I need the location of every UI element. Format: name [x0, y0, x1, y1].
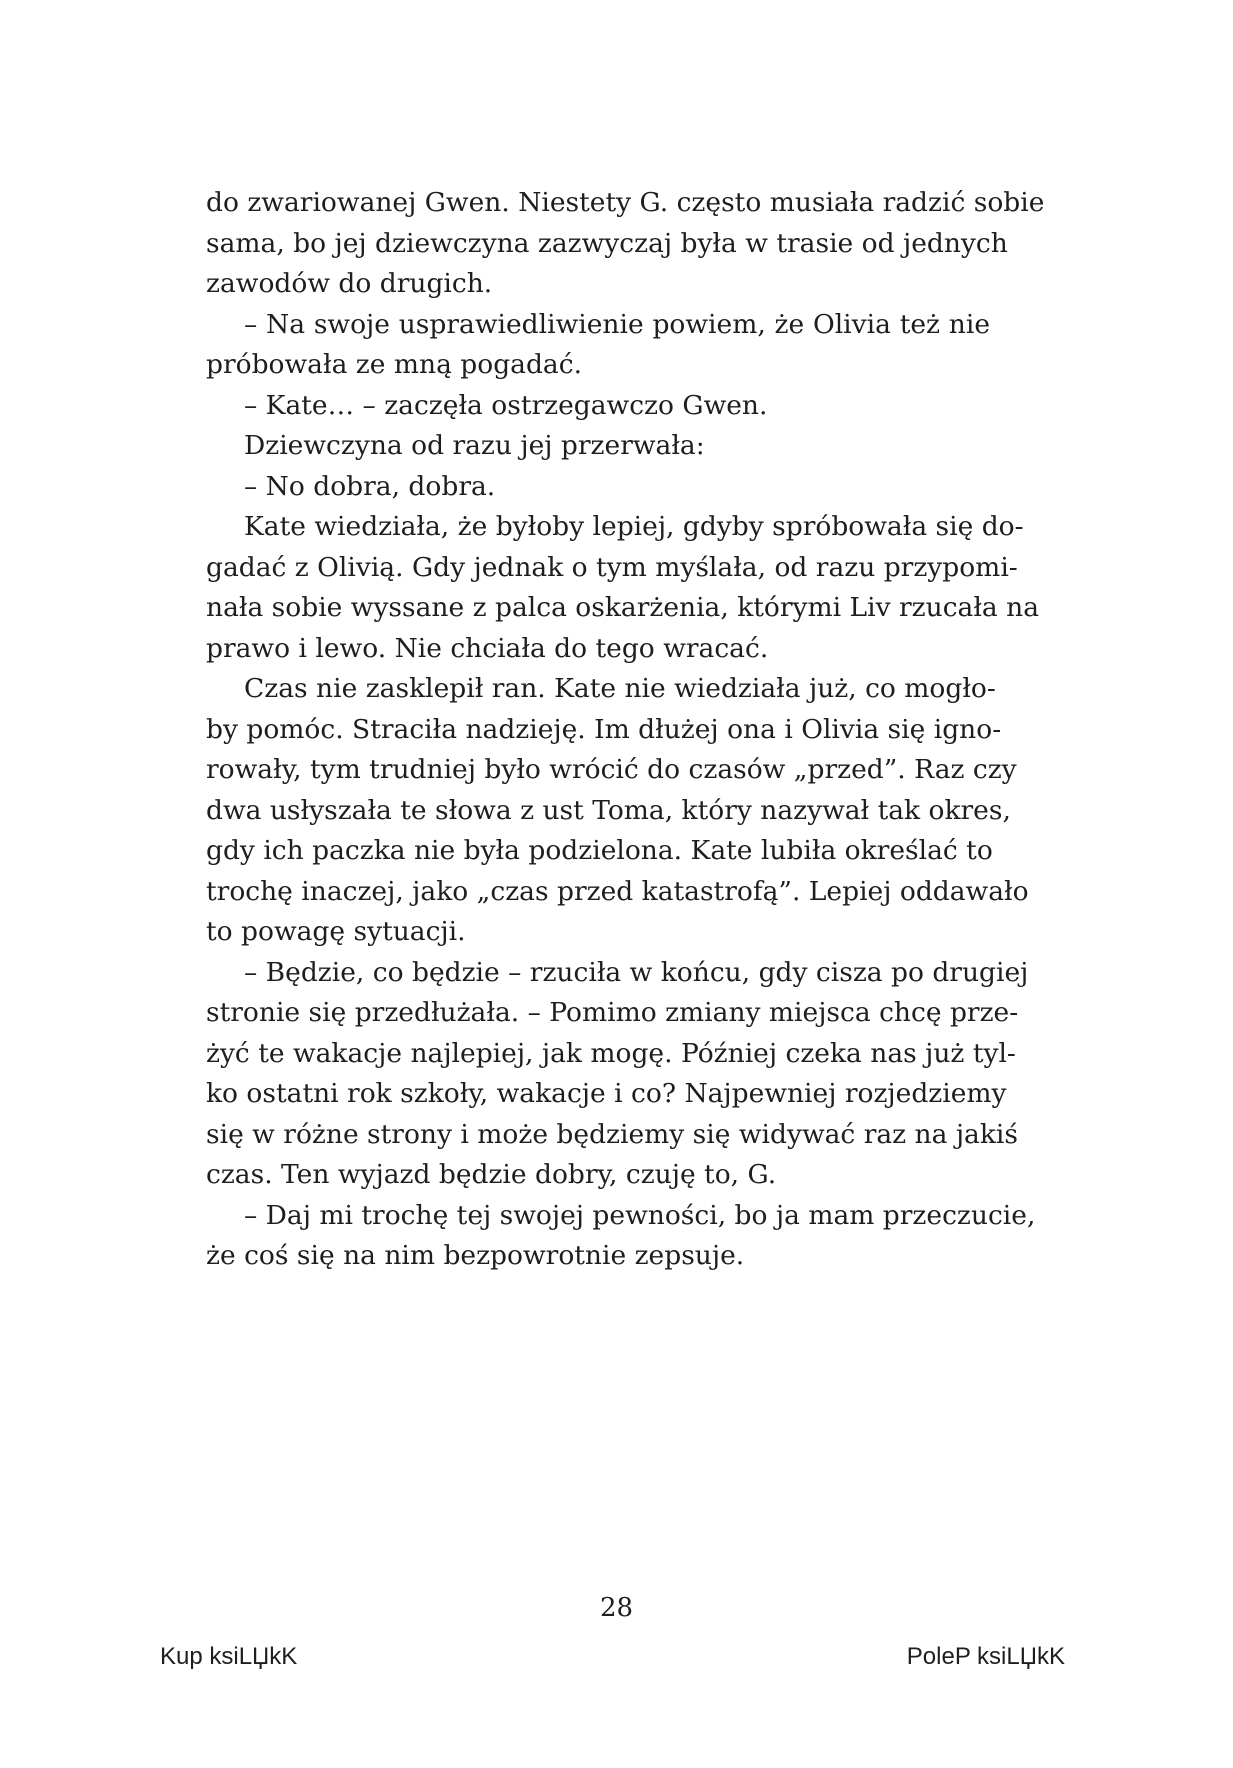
- text-line: gdy ich paczka nie była podzielona. Kate lubiła określać to: [206, 835, 993, 866]
- text-line: – Będzie, co będzie – rzuciła w końcu, gdy cisza po drugiej: [244, 956, 1029, 988]
- text-line: że coś się na nim bezpowrotnie zepsuje.: [206, 1240, 745, 1271]
- text-line: – No dobra, dobra.: [244, 470, 496, 502]
- text-line: sama, bo jej dziewczyna zazwyczaj była w trasie od jednych: [206, 227, 1008, 259]
- text-line: zawodów do drugich.: [206, 268, 493, 299]
- text-line: – Kate… – zaczęła ostrzegawczo Gwen.: [244, 389, 768, 421]
- text-line: dwa usłyszała te słowa z ust Toma, który nazywał tak okres,: [206, 794, 1011, 826]
- text-line: Kate wiedziała, że byłoby lepiej, gdyby spróbowała się do-: [244, 511, 1024, 542]
- text-line: to powagę sytuacji.: [206, 916, 466, 947]
- text-line: – Daj mi trochę tej swojej pewności, bo ja mam przeczucie,: [244, 1199, 1036, 1231]
- text-line: ko ostatni rok szkoły, wakacje i co? Najpewniej rozjedziemy: [206, 1078, 1007, 1109]
- buy-book-link[interactable]: Kup ksiLЏkK: [160, 1643, 298, 1670]
- text-line: rowały, tym trudniej było wrócić do czasów „przed”. Raz czy: [206, 754, 1017, 785]
- text-line: trochę inaczej, jako „czas przed katastrofą”. Lepiej oddawało: [206, 875, 1029, 907]
- text-line: gadać z Olivią. Gdy jednak o tym myślała, od razu przypomi-: [206, 551, 1018, 583]
- text-line: prawo i lewo. Nie chciała do tego wracać.: [206, 632, 769, 664]
- text-line: stronie się przedłużała. – Pomimo zmiany miejsca chcę prze-: [206, 997, 1019, 1028]
- text-line: nała sobie wyssane z palca oskarżenia, którymi Liv rzucała na: [206, 592, 1040, 623]
- text-line: się w różne strony i może będziemy się widywać raz na jakiś: [206, 1118, 1018, 1150]
- text-line: próbowała ze mną pogadać.: [206, 349, 582, 380]
- text-line: do zwariowanej Gwen. Niestety G. często musiała radzić sobie: [206, 187, 1045, 218]
- text-line: żyć te wakacje najlepiej, jak mogę. Później czeka nas już tyl-: [206, 1037, 1016, 1069]
- text-line: by pomóc. Straciła nadzieję. Im dłużej ona i Olivia się igno-: [206, 713, 1002, 745]
- text-line: – Na swoje usprawiedliwienie powiem, że Olivia też nie: [244, 308, 990, 340]
- page-number: 28: [599, 1593, 634, 1623]
- text-line: czas. Ten wyjazd będzie dobry, czuję to, G.: [206, 1159, 777, 1190]
- body-text: [206, 183, 1045, 1277]
- text-line: Czas nie zasklepił ran. Kate nie wiedziała już, co mogło-: [244, 673, 996, 704]
- recommend-book-link[interactable]: PoleP ksiLЏkK: [906, 1643, 1065, 1670]
- text-line: Dziewczyna od razu jej przerwała:: [244, 430, 705, 461]
